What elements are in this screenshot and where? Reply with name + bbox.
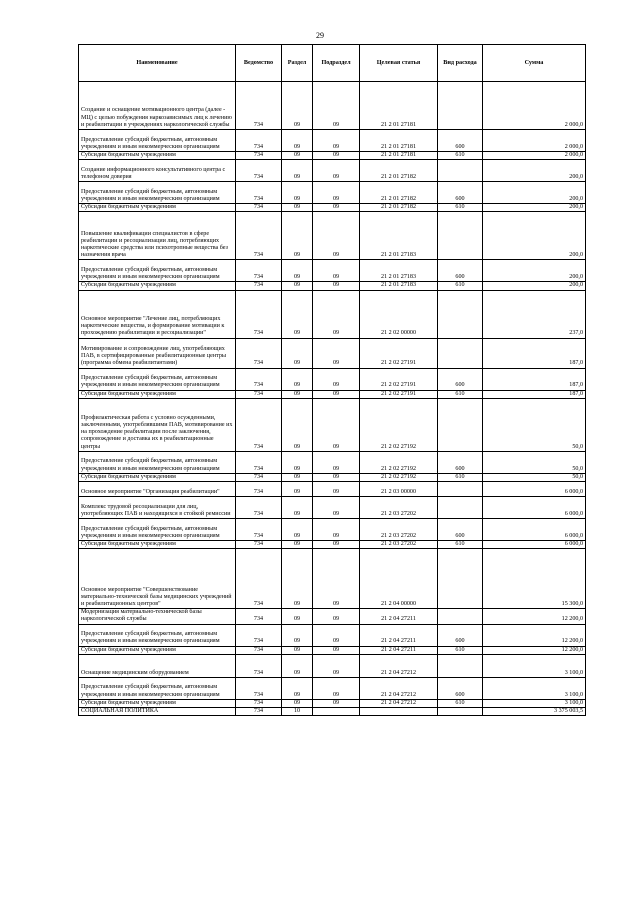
cell-sum: 3 375 003,5: [483, 708, 586, 716]
table-row: [79, 624, 586, 646]
cell-name: Профилактическая работа с условно осужденными, заключенными, употреблявшими ПАВ, мотивирование их на прохождение реабилитации после заключения, сопровождение и доставка их в реабилитационные центры: [79, 398, 236, 451]
cell-target: 21 2 03 27202: [360, 519, 438, 541]
cell-podrazdel: 09: [313, 549, 360, 609]
cell-razdel: 09: [282, 473, 313, 481]
cell-razdel: 09: [282, 646, 313, 654]
cell-target: 21 2 04 27212: [360, 699, 438, 707]
cell-vid: [438, 160, 483, 182]
cell-sum: 200,0: [483, 160, 586, 182]
cell-sum: 200,0: [483, 182, 586, 204]
cell-vid: [438, 708, 483, 716]
cell-target: 21 2 02 27191: [360, 390, 438, 398]
header-vid: Вид расхода: [438, 45, 483, 82]
cell-razdel: 09: [282, 282, 313, 290]
cell-razdel: 09: [282, 482, 313, 497]
table-row: [79, 260, 586, 282]
cell-razdel: 09: [282, 519, 313, 541]
cell-target: 21 2 01 27183: [360, 282, 438, 290]
table-row: [79, 338, 586, 368]
cell-podrazdel: 09: [313, 212, 360, 260]
cell-podrazdel: 09: [313, 497, 360, 519]
table-row: [79, 82, 586, 130]
cell-target: 21 2 01 27181: [360, 82, 438, 130]
cell-vid: 600: [438, 260, 483, 282]
cell-name: Субсидии бюджетным учреждениям: [79, 282, 236, 290]
table-row: [79, 398, 586, 451]
cell-podrazdel: 09: [313, 152, 360, 160]
cell-name: Предоставление субсидий бюджетным, автономным учреждениям и иным некоммерческим организациям: [79, 130, 236, 152]
table-row: [79, 549, 586, 609]
cell-razdel: 10: [282, 708, 313, 716]
cell-target: 21 2 02 27191: [360, 338, 438, 368]
cell-name: Субсидии бюджетным учреждениям: [79, 646, 236, 654]
cell-vid: 600: [438, 519, 483, 541]
cell-podrazdel: 09: [313, 368, 360, 390]
cell-podrazdel: 09: [313, 160, 360, 182]
table-row: [79, 654, 586, 677]
cell-vid: 610: [438, 646, 483, 654]
cell-ved: 734: [236, 152, 282, 160]
cell-razdel: 09: [282, 451, 313, 473]
cell-target: 21 2 03 00000: [360, 482, 438, 497]
cell-ved: 734: [236, 130, 282, 152]
cell-vid: 600: [438, 677, 483, 699]
table-row: [79, 646, 586, 654]
cell-target: 21 2 04 27211: [360, 646, 438, 654]
cell-sum: 2 000,0: [483, 152, 586, 160]
cell-ved: 734: [236, 519, 282, 541]
cell-name: Мотивирование и сопровождение лиц, употребляющих ПАВ, в сертифицированные реабилитационные центры (программа обмена реабилитантами): [79, 338, 236, 368]
cell-name: Предоставление субсидий бюджетным, автономным учреждениям и иным некоммерческим организациям: [79, 677, 236, 699]
cell-sum: 200,0: [483, 212, 586, 260]
cell-sum: 50,0: [483, 398, 586, 451]
header-sum: Сумма: [483, 45, 586, 82]
cell-name: СОЦИАЛЬНАЯ ПОЛИТИКА: [79, 708, 236, 716]
cell-vid: [438, 82, 483, 130]
cell-name: Предоставление субсидий бюджетным, автономным учреждениям и иным некоммерческим организациям: [79, 182, 236, 204]
cell-ved: 734: [236, 677, 282, 699]
cell-ved: 734: [236, 549, 282, 609]
cell-vid: [438, 654, 483, 677]
cell-podrazdel: 09: [313, 654, 360, 677]
cell-sum: 6 000,0: [483, 482, 586, 497]
cell-sum: 12 200,0: [483, 646, 586, 654]
cell-vid: 610: [438, 152, 483, 160]
cell-target: 21 2 01 27183: [360, 212, 438, 260]
cell-target: 21 2 04 27211: [360, 624, 438, 646]
cell-ved: 734: [236, 609, 282, 624]
cell-razdel: 09: [282, 609, 313, 624]
cell-podrazdel: 09: [313, 398, 360, 451]
cell-podrazdel: 09: [313, 82, 360, 130]
cell-ved: 734: [236, 654, 282, 677]
cell-ved: 734: [236, 204, 282, 212]
cell-ved: 734: [236, 260, 282, 282]
cell-podrazdel: 09: [313, 204, 360, 212]
cell-razdel: 09: [282, 390, 313, 398]
cell-ved: 734: [236, 390, 282, 398]
cell-podrazdel: 09: [313, 482, 360, 497]
budget-table: [78, 44, 586, 716]
cell-ved: 734: [236, 338, 282, 368]
cell-name: Комплекс трудовой ресоциализации для лиц, употребляющих ПАВ и находящихся в стойкой ремиссии: [79, 497, 236, 519]
cell-ved: 734: [236, 290, 282, 338]
table-row: [79, 130, 586, 152]
table-row: [79, 677, 586, 699]
cell-sum: 50,0: [483, 451, 586, 473]
cell-razdel: 09: [282, 654, 313, 677]
cell-razdel: 09: [282, 497, 313, 519]
cell-vid: [438, 290, 483, 338]
cell-name: Основное мероприятие "Совершенствование материально-технической базы медицинских учреждений и реабилитационных центров": [79, 549, 236, 609]
cell-target: 21 2 04 00000: [360, 549, 438, 609]
cell-razdel: 09: [282, 541, 313, 549]
cell-podrazdel: 09: [313, 260, 360, 282]
cell-ved: 734: [236, 182, 282, 204]
cell-vid: [438, 212, 483, 260]
cell-podrazdel: 09: [313, 677, 360, 699]
cell-vid: 600: [438, 368, 483, 390]
table-row: [79, 182, 586, 204]
cell-podrazdel: [313, 708, 360, 716]
cell-target: 21 2 02 27192: [360, 451, 438, 473]
header-target: Целевая статья: [360, 45, 438, 82]
cell-target: 21 2 04 27212: [360, 654, 438, 677]
cell-vid: [438, 609, 483, 624]
cell-name: Субсидии бюджетным учреждениям: [79, 204, 236, 212]
cell-ved: 734: [236, 398, 282, 451]
table-row: [79, 390, 586, 398]
cell-sum: 3 100,0: [483, 677, 586, 699]
cell-podrazdel: 09: [313, 338, 360, 368]
cell-ved: 734: [236, 282, 282, 290]
header-ved: Ведомство: [236, 45, 282, 82]
cell-vid: 600: [438, 624, 483, 646]
table-row: [79, 282, 586, 290]
cell-ved: 734: [236, 82, 282, 130]
table-row: [79, 473, 586, 481]
cell-sum: 50,0: [483, 473, 586, 481]
table-row: [79, 708, 586, 716]
table-row: [79, 290, 586, 338]
cell-target: 21 2 03 27202: [360, 497, 438, 519]
cell-target: 21 2 03 27202: [360, 541, 438, 549]
cell-ved: 734: [236, 482, 282, 497]
table-row: [79, 609, 586, 624]
cell-name: Предоставление субсидий бюджетным, автономным учреждениям и иным некоммерческим организациям: [79, 519, 236, 541]
cell-name: Субсидии бюджетным учреждениям: [79, 390, 236, 398]
cell-podrazdel: 09: [313, 473, 360, 481]
cell-razdel: 09: [282, 82, 313, 130]
cell-sum: 2 000,0: [483, 130, 586, 152]
cell-target: 21 2 02 27192: [360, 473, 438, 481]
cell-ved: 734: [236, 624, 282, 646]
cell-sum: 2 000,0: [483, 82, 586, 130]
table-row: [79, 368, 586, 390]
table-row: [79, 204, 586, 212]
cell-target: 21 2 01 27181: [360, 130, 438, 152]
cell-name: Создание информационного консультативного центра с телефоном доверия: [79, 160, 236, 182]
cell-podrazdel: 09: [313, 130, 360, 152]
cell-ved: 734: [236, 497, 282, 519]
cell-sum: 6 000,0: [483, 497, 586, 519]
cell-ved: 734: [236, 541, 282, 549]
cell-razdel: 09: [282, 699, 313, 707]
cell-vid: 600: [438, 130, 483, 152]
cell-name: Предоставление субсидий бюджетным, автономным учреждениям и иным некоммерческим организациям: [79, 624, 236, 646]
cell-vid: [438, 549, 483, 609]
cell-vid: [438, 497, 483, 519]
cell-vid: 610: [438, 390, 483, 398]
cell-razdel: 09: [282, 368, 313, 390]
cell-razdel: 09: [282, 204, 313, 212]
cell-name: Субсидии бюджетным учреждениям: [79, 541, 236, 549]
cell-razdel: 09: [282, 549, 313, 609]
table-row: [79, 152, 586, 160]
header-razdel: Раздел: [282, 45, 313, 82]
cell-name: Предоставление субсидий бюджетным, автономным учреждениям и иным некоммерческим организациям: [79, 260, 236, 282]
table-row: [79, 212, 586, 260]
cell-ved: 734: [236, 708, 282, 716]
cell-ved: 734: [236, 646, 282, 654]
cell-name: Основное мероприятие "Организация реабилитации": [79, 482, 236, 497]
cell-target: 21 2 01 27183: [360, 260, 438, 282]
cell-razdel: 09: [282, 338, 313, 368]
cell-vid: 610: [438, 473, 483, 481]
table-row: [79, 482, 586, 497]
cell-sum: 200,0: [483, 260, 586, 282]
table-row: [79, 519, 586, 541]
cell-podrazdel: 09: [313, 541, 360, 549]
cell-sum: 6 000,0: [483, 519, 586, 541]
cell-vid: [438, 398, 483, 451]
cell-name: Создание и оснащение мотивационного центра (далее - МЦ) с целью побуждения наркозависимых лиц к лечению и реабилитации в учреждениях наркологической службы: [79, 82, 236, 130]
cell-vid: 600: [438, 451, 483, 473]
cell-sum: 200,0: [483, 204, 586, 212]
cell-target: 21 2 01 27182: [360, 204, 438, 212]
cell-ved: 734: [236, 212, 282, 260]
cell-sum: 187,0: [483, 338, 586, 368]
cell-name: Основное мероприятие "Лечение лиц, потребляющих наркотические вещества, и формирование мотивации к прохождению реабилитации и ресоциализации": [79, 290, 236, 338]
cell-podrazdel: 09: [313, 646, 360, 654]
cell-target: 21 2 02 00000: [360, 290, 438, 338]
cell-razdel: 09: [282, 260, 313, 282]
cell-name: Модернизация материально-технической базы наркологической службы: [79, 609, 236, 624]
cell-razdel: 09: [282, 160, 313, 182]
cell-name: Оснащение медицинским оборудованием: [79, 654, 236, 677]
cell-ved: 734: [236, 160, 282, 182]
cell-sum: 12 200,0: [483, 624, 586, 646]
cell-name: Субсидии бюджетным учреждениям: [79, 152, 236, 160]
cell-podrazdel: 09: [313, 609, 360, 624]
cell-name: Предоставление субсидий бюджетным, автономным учреждениям и иным некоммерческим организациям: [79, 368, 236, 390]
header-name: Наименование: [79, 45, 236, 82]
cell-podrazdel: 09: [313, 390, 360, 398]
cell-sum: 6 000,0: [483, 541, 586, 549]
cell-sum: 187,0: [483, 390, 586, 398]
cell-razdel: 09: [282, 212, 313, 260]
cell-name: Субсидии бюджетным учреждениям: [79, 473, 236, 481]
cell-razdel: 09: [282, 398, 313, 451]
cell-vid: 610: [438, 699, 483, 707]
cell-vid: [438, 338, 483, 368]
cell-target: 21 2 01 27181: [360, 152, 438, 160]
cell-podrazdel: 09: [313, 451, 360, 473]
table-row: [79, 497, 586, 519]
cell-vid: 610: [438, 282, 483, 290]
cell-sum: 12 200,0: [483, 609, 586, 624]
header-podrazdel: Подраздел: [313, 45, 360, 82]
cell-vid: 610: [438, 541, 483, 549]
cell-target: 21 2 02 27192: [360, 398, 438, 451]
cell-vid: 600: [438, 182, 483, 204]
cell-podrazdel: 09: [313, 624, 360, 646]
cell-ved: 734: [236, 368, 282, 390]
cell-razdel: 09: [282, 624, 313, 646]
cell-podrazdel: 09: [313, 519, 360, 541]
cell-razdel: 09: [282, 677, 313, 699]
cell-ved: 734: [236, 699, 282, 707]
table-row: [79, 541, 586, 549]
table-row: [79, 699, 586, 707]
cell-razdel: 09: [282, 182, 313, 204]
cell-podrazdel: 09: [313, 282, 360, 290]
cell-target: 21 2 02 27191: [360, 368, 438, 390]
page-number: 29: [316, 31, 324, 40]
cell-name: Субсидии бюджетным учреждениям: [79, 699, 236, 707]
cell-sum: 200,0: [483, 282, 586, 290]
cell-sum: 15 300,0: [483, 549, 586, 609]
cell-podrazdel: 09: [313, 699, 360, 707]
table-row: [79, 451, 586, 473]
table-header-row: [79, 45, 586, 82]
cell-sum: 3 100,0: [483, 654, 586, 677]
cell-target: 21 2 04 27212: [360, 677, 438, 699]
table-row: [79, 160, 586, 182]
cell-target: 21 2 04 27211: [360, 609, 438, 624]
cell-sum: 237,0: [483, 290, 586, 338]
cell-podrazdel: 09: [313, 290, 360, 338]
cell-target: [360, 708, 438, 716]
cell-sum: 3 100,0: [483, 699, 586, 707]
cell-razdel: 09: [282, 290, 313, 338]
cell-target: 21 2 01 27182: [360, 160, 438, 182]
cell-vid: 610: [438, 204, 483, 212]
cell-name: Повышение квалификации специалистов в сфере реабилитации и ресоциализации лиц, потребляющих наркотические средства или психотропные вещества без назначения врача: [79, 212, 236, 260]
cell-ved: 734: [236, 451, 282, 473]
cell-vid: [438, 482, 483, 497]
cell-ved: 734: [236, 473, 282, 481]
cell-target: 21 2 01 27182: [360, 182, 438, 204]
cell-podrazdel: 09: [313, 182, 360, 204]
cell-name: Предоставление субсидий бюджетным, автономным учреждениям и иным некоммерческим организациям: [79, 451, 236, 473]
cell-razdel: 09: [282, 152, 313, 160]
cell-sum: 187,0: [483, 368, 586, 390]
cell-razdel: 09: [282, 130, 313, 152]
